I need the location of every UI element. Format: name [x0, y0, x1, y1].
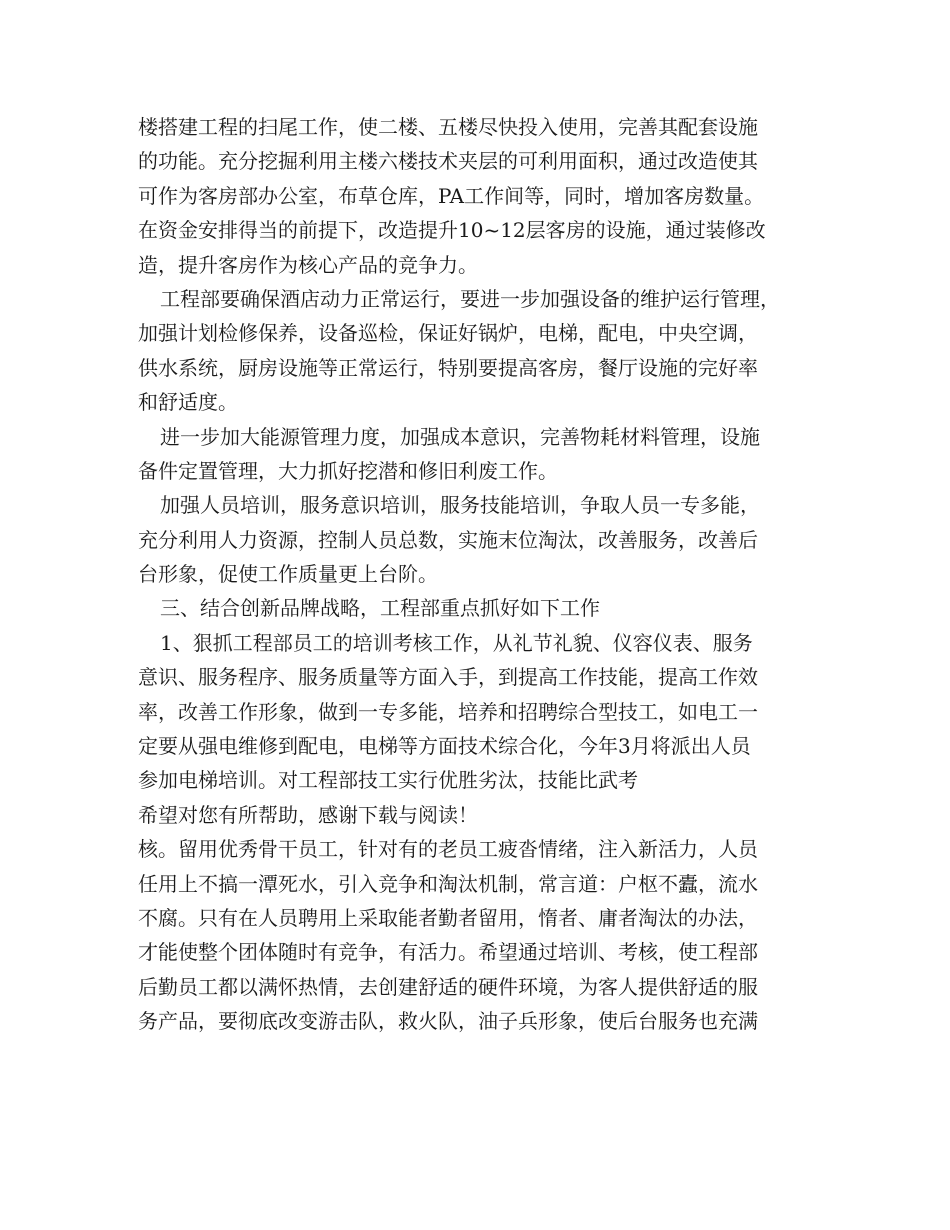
text-line: 台形象，促使工作质量更上台阶。: [138, 562, 438, 587]
document-page: [138, 110, 828, 1039]
text-line: 供水系统，厨房设施等正常运行，特别要提高客房，餐厅设施的完好率: [138, 355, 758, 380]
section-heading: 三、结合创新品牌战略，工程部重点抓好如下工作: [160, 596, 600, 621]
text-line: 进一步加大能源管理力度，加强成本意识，完善物耗材料管理，设施: [160, 424, 760, 449]
text-line: 务产品，要彻底改变游击队，救火队，油子兵形象，使后台服务也充满: [138, 1009, 758, 1034]
text-line: 核。留用优秀骨干员工，针对有的老员工疲沓情绪，注入新活力，人员: [138, 837, 758, 862]
text-line: 充分利用人力资源，控制人员总数，实施末位淘汰，改善服务，改善后: [138, 527, 758, 552]
text-line: 参加电梯培训。对工程部技工实行优胜劣汰，技能比武考: [138, 768, 638, 793]
text-line: 定要从强电维修到配电，电梯等方面技术综合化，今年3月将派出人员: [138, 734, 751, 759]
text-line: 备件定置管理，大力抓好挖潜和修旧利废工作。: [138, 458, 558, 483]
text-line: 在资金安排得当的前提下，改造提升10~12层客房的设施，通过装修改: [138, 218, 766, 243]
text-line: 的功能。充分挖掘利用主楼六楼技术夹层的可利用面积，通过改造使其: [138, 149, 758, 174]
text-line: 加强计划检修保养，设备巡检，保证好锅炉，电梯，配电，中央空调，: [138, 321, 758, 346]
text-line: 楼搭建工程的扫尾工作，使二楼、五楼尽快投入使用，完善其配套设施: [138, 115, 758, 139]
text-line: 加强人员培训，服务意识培训，服务技能培训，争取人员一专多能，: [160, 493, 760, 518]
text-line: 意识、服务程序、服务质量等方面入手，到提高工作技能，提高工作效: [138, 665, 758, 690]
text-line: 可作为客房部办公室，布草仓库，PA工作间等，同时，增加客房数量。: [138, 183, 765, 208]
text-line: 后勤员工都以满怀热情，去创建舒适的硬件环境，为客人提供舒适的服: [138, 974, 758, 999]
text-line: 1、狠抓工程部员工的培训考核工作，从礼节礼貌、仪容仪表、服务: [160, 630, 753, 655]
thanks-note: 希望对您有所帮助，感谢下载与阅读！: [138, 802, 478, 827]
text-line: 造，提升客房作为核心产品的竞争力。: [138, 252, 478, 277]
text-line: 任用上不搞一潭死水，引入竞争和淘汰机制，常言道：户枢不蠹，流水: [138, 871, 758, 896]
text-line: 和舒适度。: [138, 390, 238, 415]
text-line: 才能使整个团体随时有竞争，有活力。希望通过培训、考核，使工程部: [138, 940, 758, 965]
text-line: 不腐。只有在人员聘用上采取能者勤者留用，惰者、庸者淘汰的办法，: [138, 905, 758, 930]
text-line: 工程部要确保酒店动力正常运行，要进一步加强设备的维护运行管理，: [160, 286, 780, 311]
text-line: 率，改善工作形象，做到一专多能，培养和招聘综合型技工，如电工一: [138, 699, 758, 724]
